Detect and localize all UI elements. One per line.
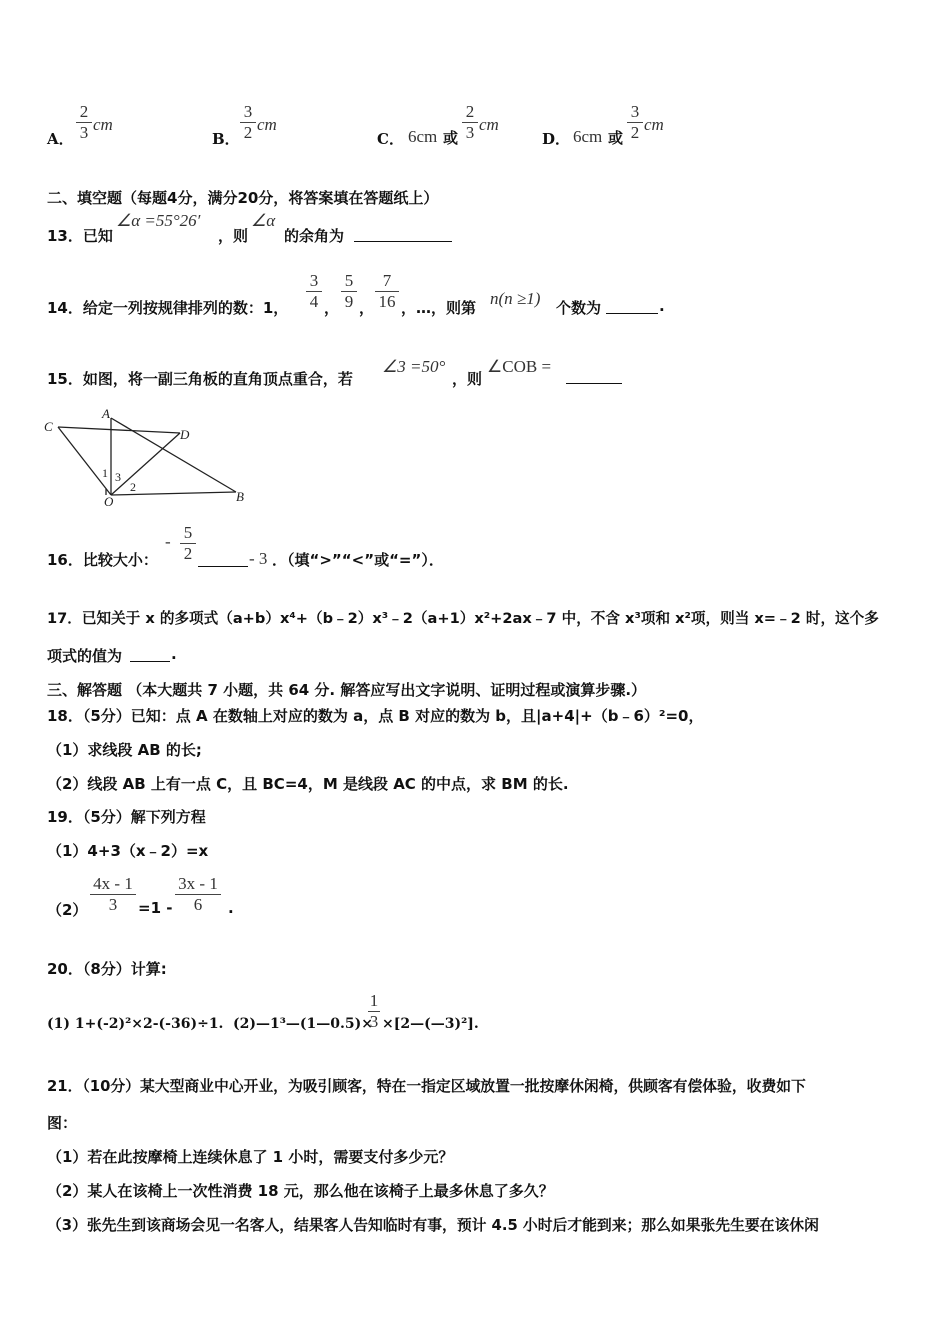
option-c-pre: 6cm (408, 127, 438, 146)
q17-line-2: 项式的值为 (47, 647, 123, 665)
q16-suffix: ．（填“>”“<”或“=”）． (272, 551, 444, 569)
q14-fraction-3: 7 16 (375, 271, 399, 312)
q18-title: 18．（5分）已知：点 A 在数轴上对应的数为 a，点 B 对应的数为 b，且|a+4|+（b﹣6）²=0， (47, 707, 704, 725)
q13-angle: ∠α (251, 211, 276, 230)
q20-part-1: (1) 1+(-2)²×2-(-36)÷1. (47, 1016, 224, 1032)
q13-suffix: 的余角为 (284, 227, 345, 245)
q15-angle-given: ∠3 =50° (382, 357, 446, 376)
q15-mid: ，则 (452, 370, 483, 388)
option-d-unit: cm (644, 115, 664, 134)
option-b-label: B． (212, 130, 240, 148)
q18-part-2: （2）线段 AB 上有一点 C，且 BC=4，M 是线段 AC 的中点，求 BM 的长. (47, 775, 569, 793)
q21-part-2: （2）某人在该椅上一次性消费 18 元，那么他在该椅子上最多休息了多久？ (47, 1182, 554, 1200)
q14-sep-2: ， (359, 299, 375, 317)
line-od (111, 433, 180, 495)
line-cd (58, 427, 180, 433)
q14-suffix: 个数为 (556, 299, 602, 317)
option-c-fraction: 2 3 (462, 102, 478, 143)
q21-line-2: 图： (47, 1114, 78, 1132)
label-b: B (236, 489, 244, 504)
line-co (58, 427, 111, 495)
q15-angle-asked: ∠COB = (487, 357, 552, 376)
q14-answer-blank (606, 312, 658, 314)
q16-rhs: - 3 (249, 549, 268, 568)
label-angle-3: 3 (115, 470, 121, 484)
q13-mid: ，则 (218, 227, 249, 245)
option-d-fraction: 3 2 (627, 102, 643, 143)
label-a: A (102, 406, 110, 421)
q20-part-2-pre: (2)—1³—(1—0.5)× (233, 1016, 373, 1032)
q17-line-1: 17．已知关于 x 的多项式（a+b）x⁴+（b﹣2）x³﹣2（a+1）x²+2ax﹣7 中，不含 x³项和 x²项，则当 x=﹣2 时，这个多 (47, 610, 879, 627)
q19-equals: =1 - (138, 899, 173, 917)
option-d-or: 或 (608, 129, 624, 147)
option-c-or: 或 (443, 129, 459, 147)
q15-prefix: 15．如图，将一副三角板的直角顶点重合，若 (47, 370, 353, 388)
option-d-pre: 6cm (573, 127, 603, 146)
q20-part-2-post: ×[2—(—3)²]. (382, 1016, 479, 1032)
label-d: D (180, 427, 190, 442)
option-c-unit: cm (479, 115, 499, 134)
q16-prefix: 16．比较大小： (47, 551, 158, 569)
section-heading-fill-in: 二、填空题（每题4分，满分20分，将答案填在答题纸上） (47, 189, 439, 207)
q16-minus: - (165, 532, 171, 551)
q14-prefix: 14．给定一列按规律排列的数：1， (47, 299, 289, 317)
q15-answer-blank (566, 382, 622, 384)
q16-fraction: 5 2 (180, 523, 196, 564)
q19-end: . (228, 899, 234, 917)
q14-sep-1: ， (324, 299, 340, 317)
q19-fraction-1: 4x - 1 3 (90, 874, 136, 915)
option-b-unit: cm (257, 115, 277, 134)
q21-part-1: （1）若在此按摩椅上连续休息了 1 小时，需要支付多少元？ (47, 1148, 454, 1166)
triangle-diagram (40, 405, 255, 510)
q19-part-1: （1）4+3（x﹣2）=x (47, 842, 209, 860)
q14-end: . (659, 297, 665, 315)
option-c-label: C． (377, 130, 404, 148)
q21-part-3: （3）张先生到该商场会见一名客人，结果客人告知临时有事，预计 4.5 小时后才能到来；那么如果张先生要在该休闲 (47, 1217, 819, 1234)
section-heading-solutions: 三、解答题 （本大题共 7 小题，共 64 分. 解答应写出文字说明、证明过程或演算步骤.） (47, 681, 647, 699)
q19-part-2-label: （2） (47, 901, 88, 919)
q13-prefix: 13．已知 (47, 227, 113, 245)
q13-angle-value: ∠α =55°26′ (116, 211, 201, 230)
q14-ellipsis: ，…，则第 (401, 299, 477, 317)
q14-fraction-2: 5 9 (341, 271, 357, 312)
label-angle-2: 2 (130, 480, 136, 494)
label-o: O (104, 494, 114, 509)
label-angle-1: 1 (102, 466, 108, 480)
q20-fraction: 1 3 (369, 991, 379, 1031)
q18-part-1: （1）求线段 AB 的长; (47, 741, 202, 759)
option-a-label: A． (47, 130, 74, 148)
option-a-unit: cm (93, 115, 113, 134)
q21-line-1: 21．（10分）某大型商业中心开业，为吸引顾客，特在一指定区域放置一批按摩休闲椅，供顾客有偿体验，收费如下 (47, 1078, 806, 1095)
option-b-fraction: 3 2 (240, 102, 256, 143)
option-a-fraction: 2 3 (76, 102, 92, 143)
q19-title: 19．（5分）解下列方程 (47, 808, 206, 826)
q14-n-expr: n(n ≥1) (490, 289, 541, 308)
option-d-label: D． (542, 130, 571, 148)
q13-answer-blank (354, 240, 452, 242)
label-c: C (44, 419, 53, 434)
q14-fraction-1: 3 4 (306, 271, 322, 312)
q19-fraction-2: 3x - 1 6 (175, 874, 221, 915)
q16-answer-blank (198, 565, 248, 567)
q20-title: 20．（8分）计算: (47, 960, 167, 978)
q17-answer-blank (130, 660, 170, 662)
